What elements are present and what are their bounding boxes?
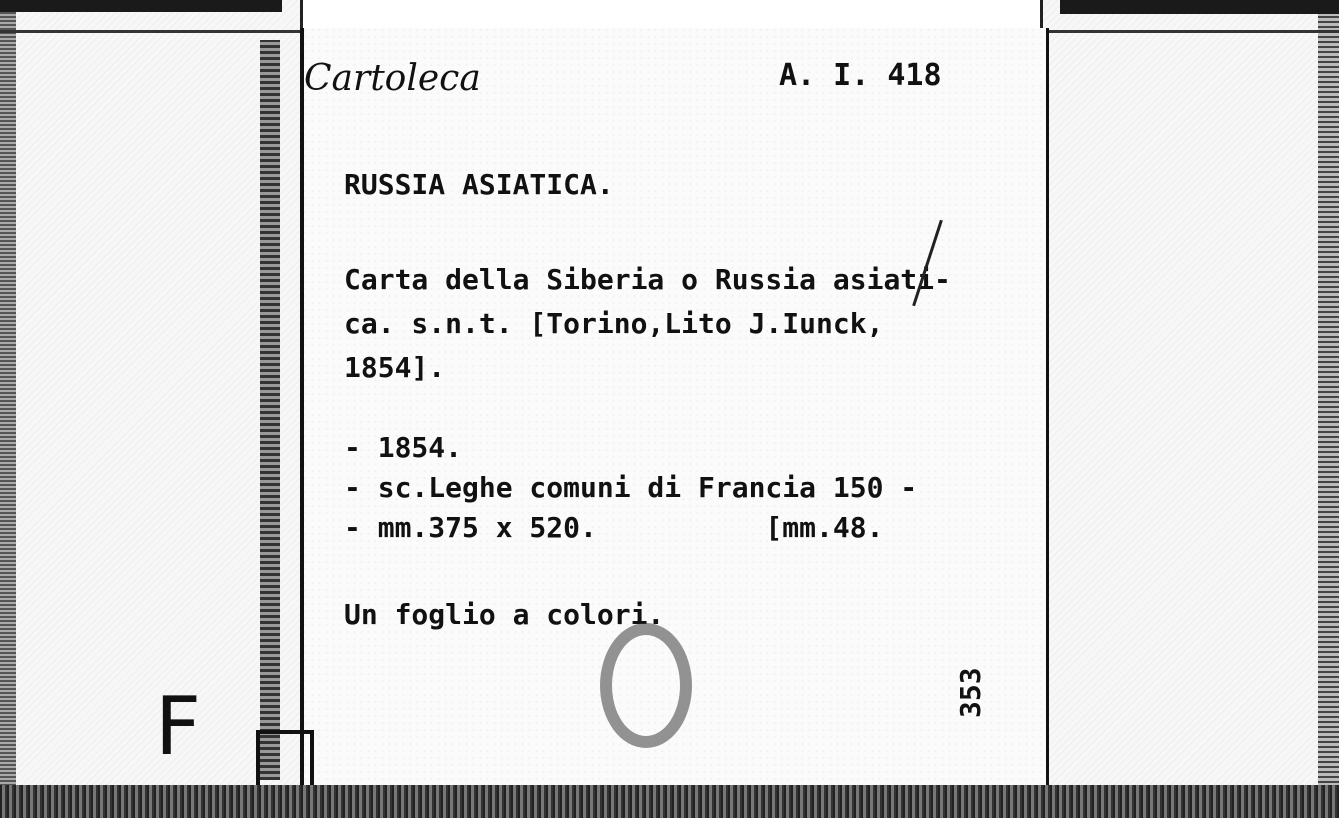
- top-strip-right: [1060, 0, 1339, 14]
- card-tab: [256, 730, 314, 789]
- collection-name: Cartoleca: [304, 58, 481, 99]
- background-card-right: [1040, 0, 1339, 818]
- shelfmark: A. I. 418: [779, 58, 942, 93]
- right-card-edge: [1318, 0, 1339, 818]
- handwritten-letter: F: [155, 680, 202, 773]
- card-notes: Un foglio a colori.: [344, 598, 665, 631]
- background-card-left: [0, 0, 303, 818]
- left-card-edge: [0, 0, 16, 818]
- card-number: 353: [954, 667, 987, 718]
- card-divider: [260, 40, 280, 780]
- top-strip-left: [0, 0, 282, 12]
- card-description: Carta della Siberia o Russia asiati- ca. s.n.t. [Torino,Lito J.Iunck, 1854].: [344, 263, 951, 384]
- stamp-ring: [600, 623, 692, 748]
- card-details: - 1854. - sc.Leghe comuni di Francia 150 - - mm.375 x 520. [mm.48.: [344, 431, 918, 544]
- bottom-edge-band: [0, 785, 1339, 818]
- top-rule-right: [1055, 30, 1339, 33]
- card-heading: RUSSIA ASIATICA.: [344, 168, 614, 201]
- catalog-card: [300, 28, 1049, 788]
